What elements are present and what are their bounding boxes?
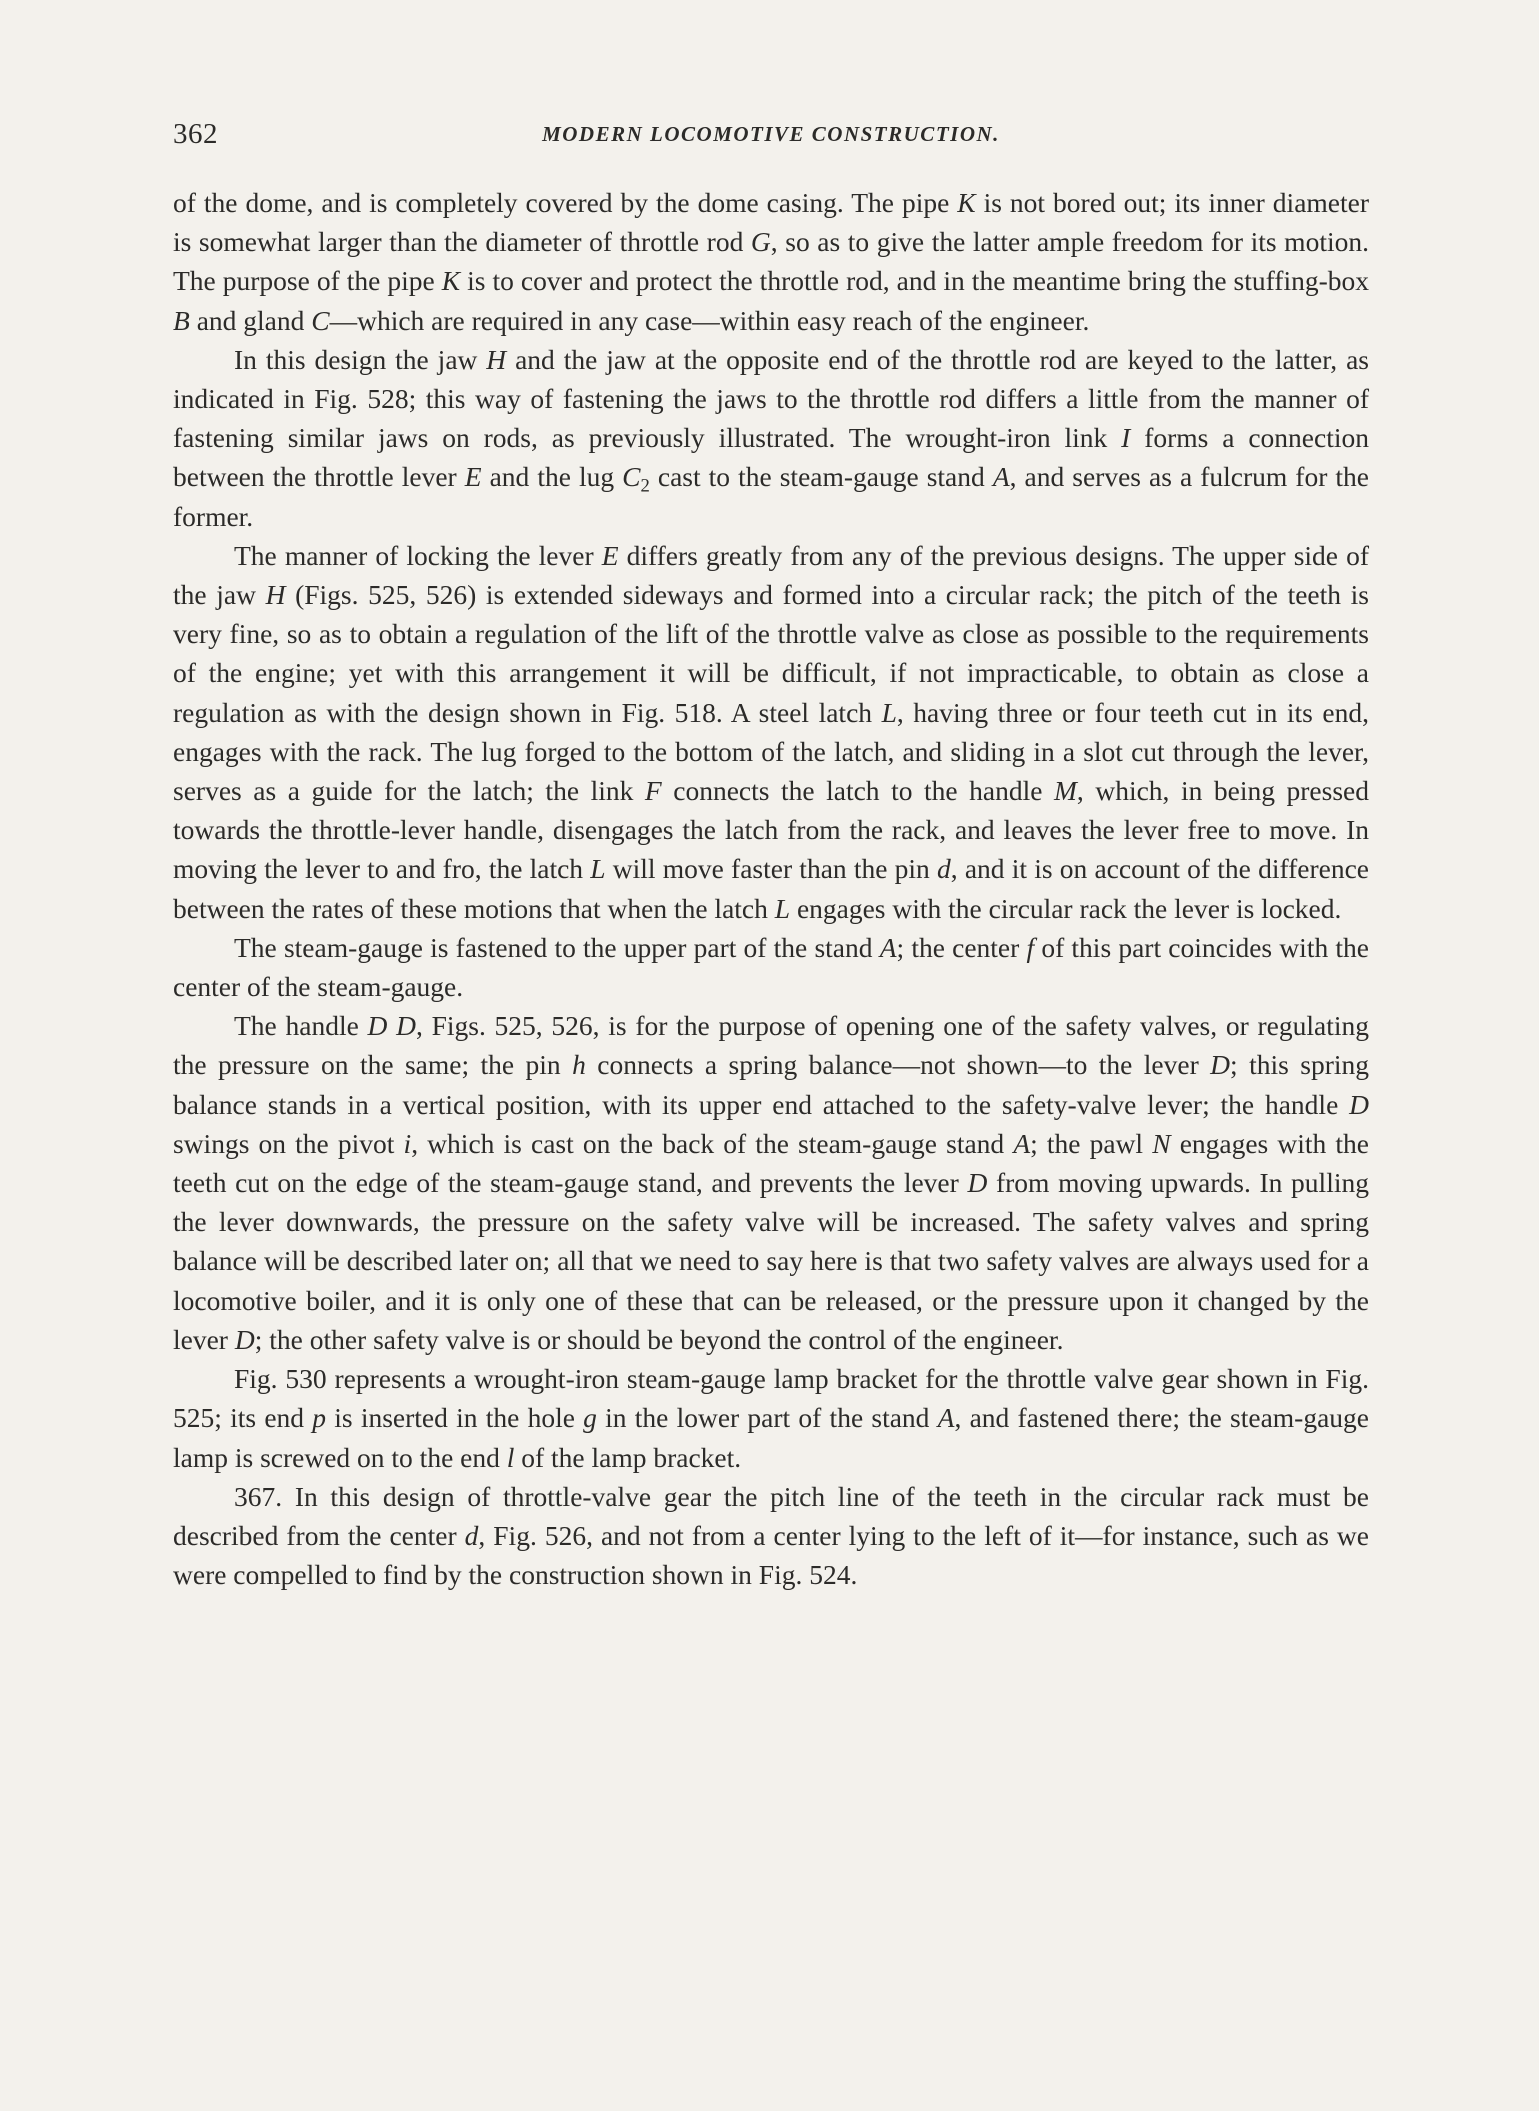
text-run: of the lamp bracket. (514, 1441, 742, 1473)
running-title: MODERN LOCOMOTIVE CONSTRUCTION. (542, 122, 1000, 146)
italic-symbol: L (774, 892, 791, 924)
italic-symbol: i (403, 1127, 412, 1159)
text-run: —which are required in any case—within easy reach of the engineer. (329, 304, 1090, 336)
italic-symbol: A (937, 1402, 955, 1434)
italic-symbol: M (1054, 775, 1077, 807)
text-run: The steam-gauge is fastened to the upper part of the stand (234, 931, 880, 963)
italic-symbol: l (506, 1441, 515, 1473)
text-run: The handle (234, 1010, 368, 1042)
text-run: , Fig. 526, and not from a center lying to the left of it—for instance, such as we were compelled to find by the construction shown in Fig. 524. (173, 1519, 1369, 1591)
paragraph (173, 183, 1369, 340)
paragraph (173, 928, 1369, 1006)
running-head (173, 118, 1369, 158)
italic-symbol: L (590, 853, 606, 885)
paragraph (173, 1359, 1369, 1477)
italic-symbol: B (173, 304, 190, 336)
italic-symbol: A (992, 461, 1010, 493)
paragraph (173, 536, 1369, 928)
italic-symbol: I (1121, 422, 1131, 454)
italic-symbol: A (879, 931, 897, 963)
text-run: , and fastened there; the steam-gauge lamp is screwed on to the end (173, 1402, 1370, 1473)
subscript: 2 (640, 476, 650, 498)
italic-symbol: L (881, 696, 897, 728)
italic-symbol: C (622, 461, 641, 493)
text-run: , and serves as a fulcrum for the former. (173, 461, 1369, 532)
italic-symbol: F (644, 775, 662, 807)
text-run: The manner of locking the lever (234, 539, 602, 571)
body-text (173, 183, 1369, 1594)
text-run: will move faster than the pin (605, 853, 937, 885)
text-run: , which is cast on the back of the steam-gauge stand (411, 1127, 1014, 1159)
text-run: is inserted in the hole (326, 1402, 584, 1434)
text-run: (Figs. 525, 526) is extended sideways and formed into a circular rack; the pitch of the teeth is very fine, so as to obtain a regulation of the lift of the throttle valve as close as possible to the requirements of the engine; yet with this arrangement it will be difficult, if not impracticable, to obtain as close a regulation as with the design shown in Fig. 518. A steel latch (173, 579, 1369, 728)
italic-symbol: D D (367, 1010, 416, 1042)
italic-symbol: H (265, 579, 286, 611)
text-run: ; this spring balance stands in a vertical position, with its upper end attached to the safety-valve lever; the handle (173, 1049, 1369, 1120)
italic-symbol: f (1026, 931, 1035, 963)
page-number: 362 (173, 118, 218, 150)
italic-symbol: D (1210, 1049, 1231, 1081)
text-run: Fig. 530 represents a wrought-iron steam-gauge lamp bracket for the throttle valve gear shown in Fig. 525; its end (173, 1363, 1369, 1434)
text-run: , having three or four teeth cut in its end, engages with the rack. The lug forged to the bottom of the latch, and sliding in a slot cut through the lever, serves as a guide for the latch; the link (173, 696, 1369, 807)
italic-symbol: A (1013, 1127, 1031, 1159)
text-run: forms a connection between the throttle lever (173, 422, 1369, 493)
italic-symbol: g (583, 1402, 597, 1434)
text-run: is to cover and protect the throttle rod, and in the meantime bring the stuffing-box (460, 265, 1370, 297)
text-run: and the lug (481, 461, 623, 493)
paragraph (173, 1006, 1369, 1359)
text-run: in the lower part of the stand (596, 1402, 938, 1434)
text-run: , which, in being pressed towards the throttle-lever handle, disengages the latch from the rack, and leaves the lever free to move. In moving the lever to and fro, the latch (173, 775, 1369, 885)
text-run: ; the center (896, 931, 1027, 963)
text-run: engages with the circular rack the lever is locked. (790, 892, 1342, 924)
paragraph (173, 340, 1369, 536)
italic-symbol: H (486, 343, 507, 375)
italic-symbol: C (311, 304, 330, 336)
italic-symbol: K (957, 187, 976, 218)
text-run: differs greatly from any of the previous designs. The upper side of the jaw (173, 539, 1369, 611)
text-run: from moving upwards. In pulling the lever downwards, the pressure on the safety valve will be increased. The safety valves and spring balance will be described later on; all that we need to say here is that two safety valves are always used for a locomotive boiler, and it is only one of these that can be released, or the pressure upon it changed by the lever (173, 1167, 1369, 1355)
text-run: swings on the pivot (173, 1127, 404, 1159)
paragraph (173, 1477, 1369, 1595)
italic-symbol: D (967, 1167, 988, 1199)
italic-symbol: E (601, 539, 619, 571)
italic-symbol: d (937, 853, 951, 885)
italic-symbol: K (441, 265, 461, 297)
italic-symbol: h (572, 1049, 586, 1081)
text-run: and the jaw at the opposite end of the throttle rod are keyed to the latter, as indicated in Fig. 528; this way of fastening the jaws to the throttle rod differs a little from the manner of fastening similar jaws on rods, as previously illustrated. The wrought-iron link (173, 343, 1369, 454)
italic-symbol: D (234, 1323, 255, 1355)
text-run: In this design the jaw (234, 343, 487, 375)
text-run: of the dome, and is completely covered by the dome casing. The pipe (173, 187, 958, 218)
italic-symbol: N (1152, 1127, 1171, 1159)
text-run: and gland (189, 304, 312, 336)
text-run: , and it is on account of the difference between the rates of these motions that when the latch (173, 853, 1370, 924)
text-run: , so as to give the latter ample freedom for its motion. The purpose of the pipe (173, 226, 1369, 297)
text-run: , Figs. 525, 526, is for the purpose of opening one of the safety valves, or regulating the pressure on the same; the pin (173, 1010, 1369, 1081)
text-run: cast to the steam-gauge stand (649, 461, 993, 493)
text-run: ; the other safety valve is or should be beyond the control of the engineer. (254, 1323, 1064, 1355)
text-run: 367. In this design of throttle-valve gear the pitch line of the teeth in the circular rack must be described from the center (173, 1480, 1369, 1551)
italic-symbol: G (750, 226, 771, 258)
italic-symbol: p (312, 1402, 327, 1434)
text-run: connects a spring balance—not shown—to the lever (585, 1049, 1211, 1081)
italic-symbol: E (464, 461, 482, 493)
text-run: ; the pawl (1030, 1127, 1153, 1159)
italic-symbol: d (464, 1519, 479, 1551)
text-run: is not bored out; its inner diameter is somewhat larger than the diameter of throttle rod (173, 187, 1370, 258)
text-run: engages with the teeth cut on the edge of the steam-gauge stand, and prevents the lever (173, 1127, 1370, 1199)
text-run: connects the latch to the handle (661, 775, 1054, 807)
text-run: of this part coincides with the center of the steam-gauge. (173, 931, 1369, 1003)
italic-symbol: D (1349, 1088, 1369, 1120)
